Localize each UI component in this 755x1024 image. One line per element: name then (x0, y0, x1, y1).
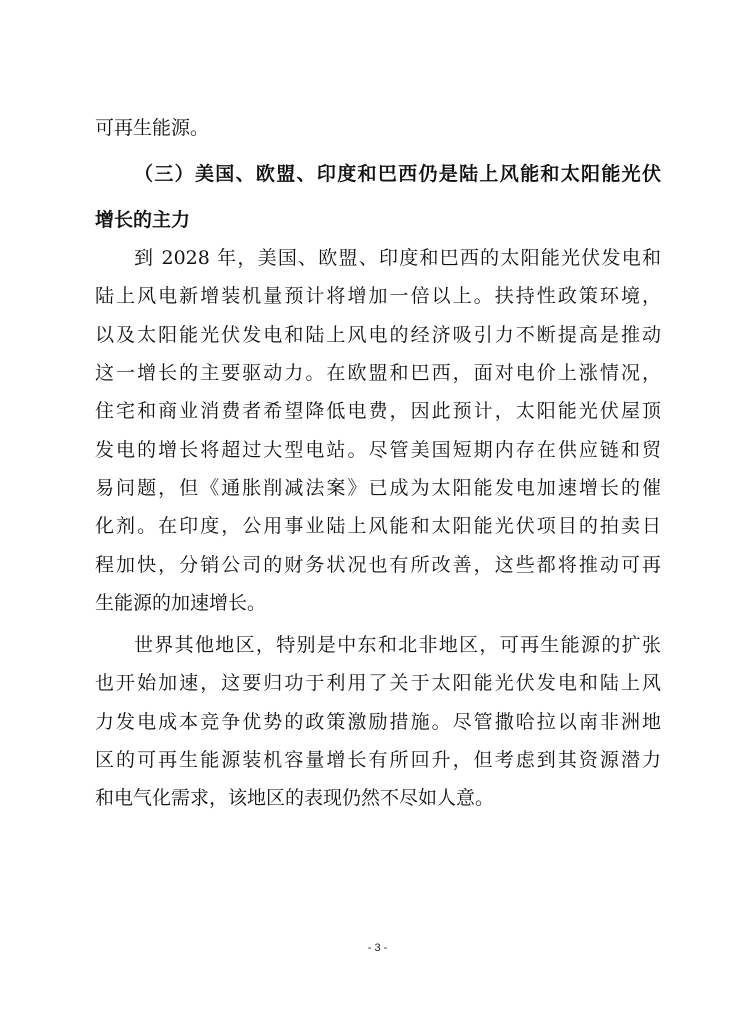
paragraph-1-line-9: 程加快，分销公司的财务状况也有所改善，这些都将推动可再 (95, 554, 661, 576)
paragraph-2-line-3: 力发电成本竞争优势的政策激励措施。尽管撒哈拉以南非洲地 (95, 711, 661, 733)
section-heading-line-1: （三）美国、欧盟、印度和巴西仍是陆上风能和太阳能光伏 (134, 163, 661, 185)
paragraph-1-line-3: 以及太阳能光伏发电和陆上风电的经济吸引力不断提高是推动 (95, 324, 661, 346)
paragraph-1-line-1: 到 2028 年，美国、欧盟、印度和巴西的太阳能光伏发电和 (134, 247, 661, 269)
paragraph-2-line-1: 世界其他地区，特别是中东和北非地区，可再生能源的扩张 (134, 634, 661, 656)
paragraph-1-line-4: 这一增长的主要驱动力。在欧盟和巴西，面对电价上涨情况， (95, 362, 661, 384)
paragraph-2-line-2: 也开始加速，这要归功于利用了关于太阳能光伏发电和陆上风 (95, 672, 661, 694)
paragraph-1-line-5: 住宅和商业消费者希望降低电费，因此预计，太阳能光伏屋顶 (95, 400, 661, 422)
paragraph-1-line-2: 陆上风电新增装机量预计将增加一倍以上。扶持性政策环境， (95, 285, 661, 307)
section-heading-line-2: 增长的主力 (95, 209, 191, 231)
paragraph-1-line-7: 易问题，但《通胀削减法案》已成为太阳能发电加速增长的催 (95, 477, 661, 499)
paragraph-2-line-5: 和电气化需求，该地区的表现仍然不尽如人意。 (95, 787, 495, 809)
paragraph-1-line-8: 化剂。在印度，公用事业陆上风能和太阳能光伏项目的拍卖日 (95, 515, 661, 537)
paragraph-continuation-line: 可再生能源。 (95, 117, 210, 139)
page-number: - 3 - (367, 942, 388, 954)
paragraph-1-line-10: 生能源的加速增长。 (95, 592, 267, 614)
paragraph-2-line-4: 区的可再生能源装机容量增长有所回升，但考虑到其资源潜力 (95, 749, 661, 771)
paragraph-1-line-6: 发电的增长将超过大型电站。尽管美国短期内存在供应链和贸 (95, 439, 661, 461)
